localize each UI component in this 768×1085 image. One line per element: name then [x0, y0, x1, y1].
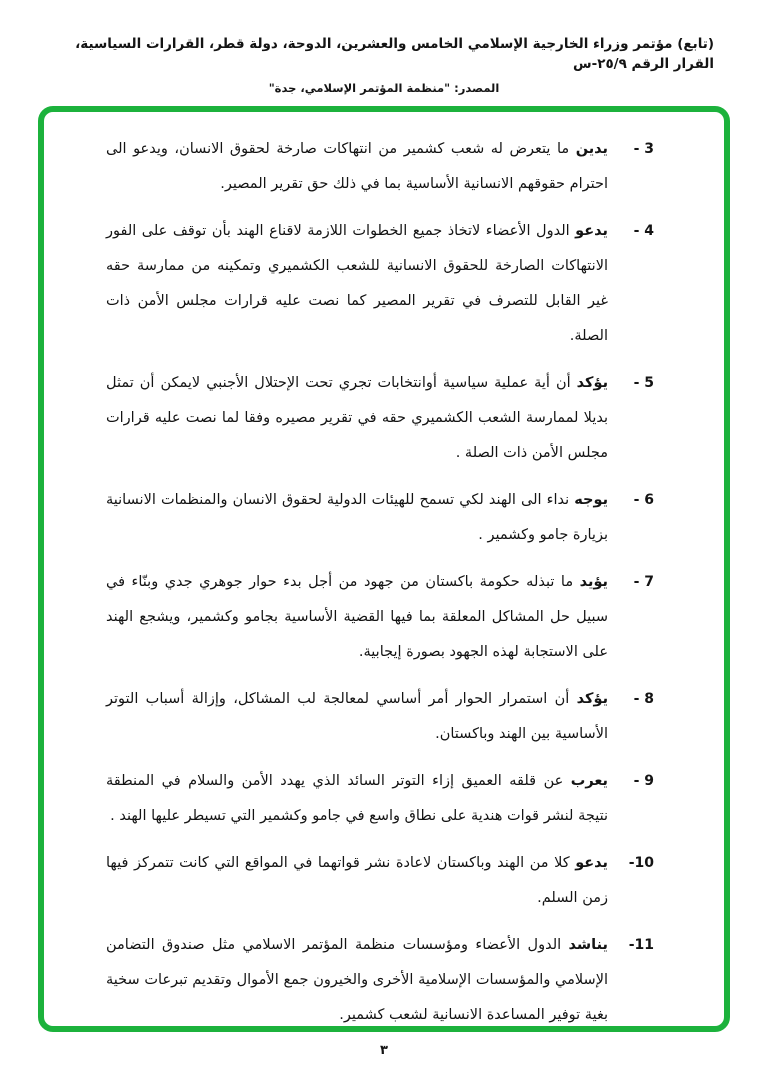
item-number: 6 -: [633, 492, 654, 508]
item-text: [106, 132, 608, 202]
item-text: [106, 928, 608, 1032]
item-number: 5 -: [633, 375, 654, 391]
item-lead-word: يؤكد: [576, 375, 609, 391]
item-number: 4 -: [633, 223, 654, 239]
item-lead-word: يدين: [575, 141, 609, 157]
item-number: 10-: [628, 855, 654, 871]
item-body: الدول الأعضاء لاتخاذ جميع الخطوات اللازمة لاقناع الهند بأن توقف على الفور الانتهاكات الصارخة للحقوق الانسانية للشعب الكشميري وتمكينه من ممارسة حقه غير القابل للتصرف في تقرير المصير كما نصت عليه قرارات مجلس الأمن ذات الصلة.: [106, 223, 608, 344]
item-body: ما يتعرض له شعب كشمير من انتهاكات صارخة لحقوق الانسان، ويدعو الى احترام حقوقهم الانسانية الأساسية بما في ذلك حق تقرير المصير.: [106, 141, 608, 192]
item-text: [106, 764, 608, 834]
item-text: [106, 366, 608, 471]
item-lead-word: يؤيد: [579, 574, 608, 590]
item-number: 7 -: [633, 574, 654, 590]
item-text: [106, 565, 608, 670]
item-number: 11-: [628, 937, 654, 953]
item-body: كلا من الهند وباكستان لاعادة نشر قواتهما في المواقع التي كانت تتمركز فيها زمن السلم.: [106, 855, 608, 906]
item-lead-word: يوجه: [574, 492, 609, 508]
item-lead-word: يعرب: [570, 773, 609, 789]
document-source-line: المصدر: "منظمة المؤتمر الإسلامي، جدة": [268, 81, 500, 95]
item-lead-word: يدعو: [575, 855, 609, 871]
item-lead-word: يدعو: [575, 223, 608, 239]
page-number: ٣: [380, 1043, 388, 1058]
resolution-item-5: [106, 366, 654, 471]
resolution-item-8: [106, 682, 654, 752]
item-lead-word: يؤكد: [576, 691, 609, 707]
item-text: [106, 682, 608, 752]
document-header: [0, 0, 768, 95]
item-body: عن قلقه العميق إزاء التوتر السائد الذي يهدد الأمن والسلام في المنطقة نتيجة لنشر قوات هندية على نطاق واسع في جامو وكشمير التي تسيطر عليها الهند .: [106, 773, 608, 824]
resolution-item-10: [106, 846, 654, 916]
item-text: [106, 483, 608, 553]
item-text: [106, 846, 608, 916]
highlight-frame: [38, 106, 730, 1032]
item-number: 3 -: [633, 141, 654, 157]
resolution-item-11: [106, 928, 654, 1032]
resolution-item-3: [106, 132, 654, 202]
item-body: أن استمرار الحوار أمر أساسي لمعالجة لب المشاكل، وإزالة أسباب التوتر الأساسية بين الهند وباكستان.: [106, 691, 608, 742]
resolution-item-9: [106, 764, 654, 834]
document-title-line: (تابع) مؤتمر وزراء الخارجية الإسلامي الخامس والعشرين، الدوحة، دولة قطر، القرارات السياسية، القرار الرقم ٢٥/٩-س: [75, 36, 714, 72]
resolution-item-4: [106, 214, 654, 354]
item-body: ما تبذله حكومة باكستان من جهود من أجل بدء حوار جوهري جدي وبنّاء في سبيل حل المشاكل المعلقة بما فيها القضية الأساسية بجامو وكشمير، ويشجع الهند على الاستجابة لهذه الجهود بصورة إيجابية.: [106, 574, 608, 660]
item-number: 9 -: [633, 773, 654, 789]
item-number: 8 -: [633, 691, 654, 707]
item-lead-word: يناشد: [568, 937, 608, 953]
resolution-item-6: [106, 483, 654, 553]
resolution-item-7: [106, 565, 654, 670]
item-body: الدول الأعضاء ومؤسسات منظمة المؤتمر الاسلامي مثل صندوق التضامن الإسلامي والمؤسسات الإسلامية الأخرى والخيرون جمع الأموال وتقديم تبرعات سخية بغية توفير المساعدة الانسانية لشعب كشمير.: [106, 937, 608, 1023]
item-text: [106, 214, 608, 354]
item-body: نداء الى الهند لكي تسمح للهيئات الدولية لحقوق الانسان والمنظمات الانسانية بزيارة جامو وكشمير .: [106, 492, 608, 543]
item-body: أن أية عملية سياسية أوانتخابات تجري تحت الإحتلال الأجنبي لايمكن أن تمثل بديلا لممارسة الشعب الكشميري حقه في تقرير مصيره وفقا لما نصت عليه قرارات مجلس الأمن ذات الصلة .: [106, 375, 608, 461]
